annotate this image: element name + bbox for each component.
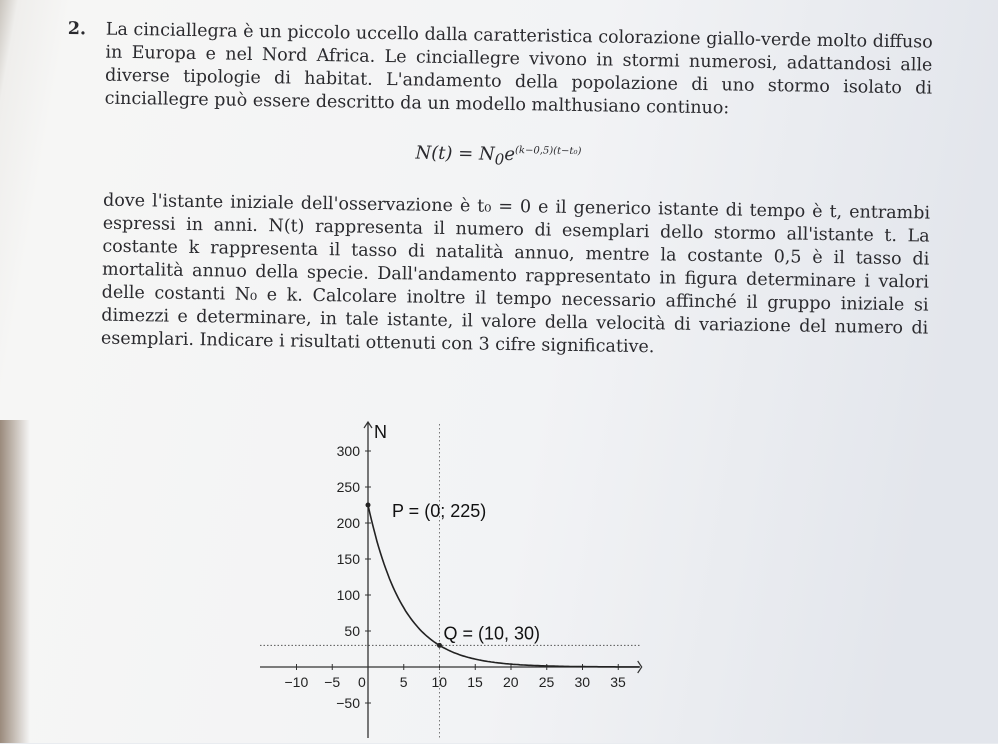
point-p: [366, 503, 371, 508]
y-axis-label: N: [374, 422, 387, 442]
formula-lhs: N(t) = N: [415, 142, 495, 165]
x-tick-label: 10: [431, 674, 448, 690]
point-q: [437, 643, 442, 648]
x-tick-label: 15: [467, 674, 483, 690]
point-p-label: P = (0; 225): [392, 501, 487, 521]
problem-number: 2.: [67, 18, 87, 40]
y-tick-label: 150: [336, 551, 360, 567]
y-tick-label: 300: [336, 443, 360, 459]
x-tick-label: 20: [503, 674, 519, 690]
x-tick-label: −5: [324, 674, 341, 690]
x-tick-label: 25: [538, 674, 555, 690]
graph-svg: [255, 420, 675, 740]
y-tick-label: 200: [336, 515, 360, 531]
x-tick-label: 35: [610, 674, 626, 690]
formula-subscript: 0: [494, 150, 505, 169]
point-q-label: Q = (10, 30): [443, 623, 541, 644]
formula-e: e: [504, 143, 516, 166]
y-tick-label: 250: [336, 479, 360, 495]
y-tick-label: −50: [336, 695, 360, 711]
formula: [66, 132, 931, 178]
hand-shadow: [0, 420, 30, 743]
x-tick-label: 0: [358, 674, 366, 690]
y-tick-label: 50: [344, 623, 360, 639]
x-tick-label: 5: [399, 674, 408, 690]
formula-exponent: (k−0,5)(t−t₀): [514, 145, 582, 158]
population-graph: [255, 420, 675, 740]
y-tick-label: 100: [336, 587, 360, 603]
problem-body: dove l'istante iniziale dell'osservazione è t₀ = 0 e il generico istante di tempo è t, entrambi espressi in anni. N(t) rappresenta il numero di esemplari dello stormo all'istante t. La costante k rappresenta il tasso di natalità annuo, mentre la costante 0,5 è il tasso di mortalità annuo della specie. Dall'andamento rappresentato in figura determinare i valori delle costanti N₀ e k. Calcolare inoltre il tempo necessario affinché il gruppo iniziale si dimezzi e determinare, in tale istante, il valore della velocità di variazione del numero di esemplari. Indicare i risultati ottenuti con 3 cifre significative.: [100, 190, 931, 357]
problem-intro: La cinciallegra è un piccolo uccello dalla caratteristica colorazione giallo-verde molto diffuso in Europa e nel Nord Africa. Le cinciallegre vivono in stormi numerosi, adattandosi alle diverse tipologie di habitat. L'andamento della popolazione di uno stormo isolato di cinciallegre può essere descritto da un modello malthusiano continuo:: [104, 19, 933, 119]
x-tick-label: 30: [574, 674, 591, 690]
problem-text: [63, 18, 933, 363]
x-tick-label: −10: [284, 674, 309, 690]
